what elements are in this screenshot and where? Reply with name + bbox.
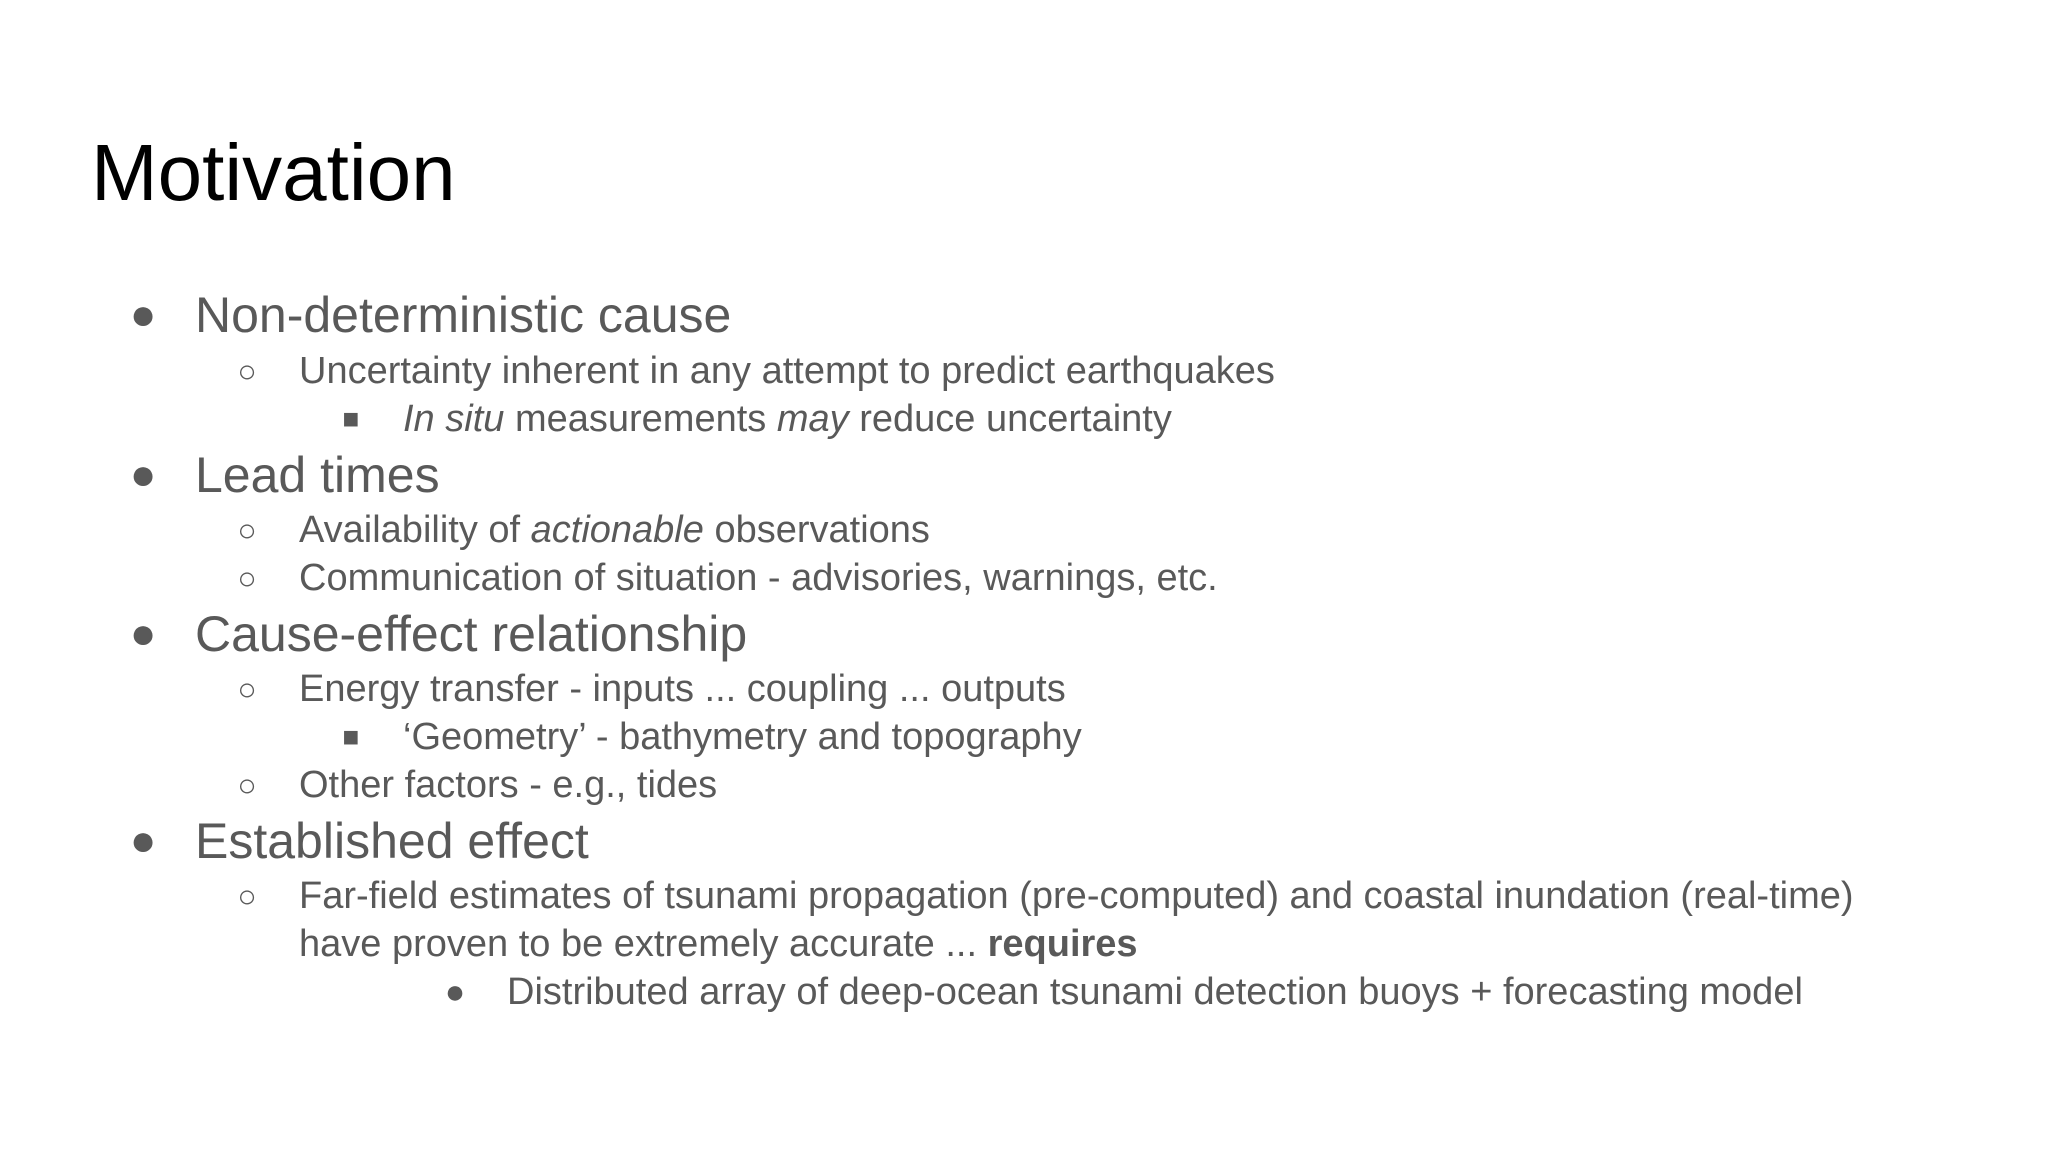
bullet-cause-effect <box>129 604 748 664</box>
sub-sub-bullet-in-situ <box>342 395 1172 443</box>
sub-bullet-text-line1: Far-field estimates of tsunami propagation (pre-computed) and coastal inundation (real-time) <box>299 875 1854 917</box>
bullet-marker: ● <box>129 816 157 865</box>
sub-sub-bullet-geometry <box>342 713 1082 761</box>
sub-bullet-text: Other factors - e.g., tides <box>299 764 718 806</box>
bullet-text: Established effect <box>195 813 589 869</box>
deep-bullet-text: Distributed array of deep-ocean tsunami detection buoys + forecasting model <box>507 971 1803 1013</box>
bullet-established-effect <box>129 811 589 871</box>
sub-bullet-energy-transfer <box>237 665 1066 713</box>
slide-title: Motivation <box>91 128 456 217</box>
sub-bullet-text: Energy transfer - inputs ... coupling ... outputs <box>299 668 1066 710</box>
sub-bullet-far-field-continued <box>299 920 1138 968</box>
sub-bullet-marker: ○ <box>237 353 257 389</box>
bullet-text: Lead times <box>195 447 440 503</box>
sub-bullet-marker: ○ <box>237 878 257 914</box>
italic-actionable: actionable <box>530 509 704 551</box>
sub-bullet-far-field <box>237 872 1854 920</box>
bullet-lead-times <box>129 445 440 505</box>
sub-bullet-uncertainty <box>237 347 1275 395</box>
deep-bullet-distributed-array <box>444 968 1803 1016</box>
text-observations: observations <box>703 509 930 551</box>
deep-bullet-marker: ● <box>444 973 466 1011</box>
sub-bullet-marker: ○ <box>237 512 257 548</box>
italic-in-situ: In situ <box>403 398 505 440</box>
bullet-text: Cause-effect relationship <box>195 606 748 662</box>
sub-bullet-communication <box>237 554 1218 602</box>
italic-may: may <box>776 398 849 440</box>
bullet-marker: ● <box>129 609 157 658</box>
bullet-text: Non-deterministic cause <box>195 287 732 343</box>
sub-sub-bullet-marker: ■ <box>342 403 360 434</box>
text-measurements: measurements <box>504 398 777 440</box>
sub-bullet-text-line2: have proven to be extremely accurate ... <box>299 923 988 965</box>
sub-sub-bullet-text: ‘Geometry’ - bathymetry and topography <box>403 716 1082 758</box>
sub-bullet-text: Uncertainty inherent in any attempt to predict earthquakes <box>299 350 1275 392</box>
sub-bullet-text: Communication of situation - advisories, warnings, etc. <box>299 557 1218 599</box>
sub-sub-bullet-marker: ■ <box>342 721 360 752</box>
text-reduce-uncertainty: reduce uncertainty <box>848 398 1172 440</box>
bullet-non-deterministic-cause <box>129 285 732 345</box>
bullet-marker: ● <box>129 290 157 339</box>
sub-bullet-marker: ○ <box>237 671 257 707</box>
sub-bullet-marker: ○ <box>237 767 257 803</box>
sub-bullet-availability <box>237 506 930 554</box>
sub-bullet-other-factors <box>237 761 718 809</box>
text-availability-of: Availability of <box>299 509 531 551</box>
sub-bullet-marker: ○ <box>237 560 257 596</box>
bullet-marker: ● <box>129 450 157 499</box>
bold-requires: requires <box>987 923 1138 965</box>
